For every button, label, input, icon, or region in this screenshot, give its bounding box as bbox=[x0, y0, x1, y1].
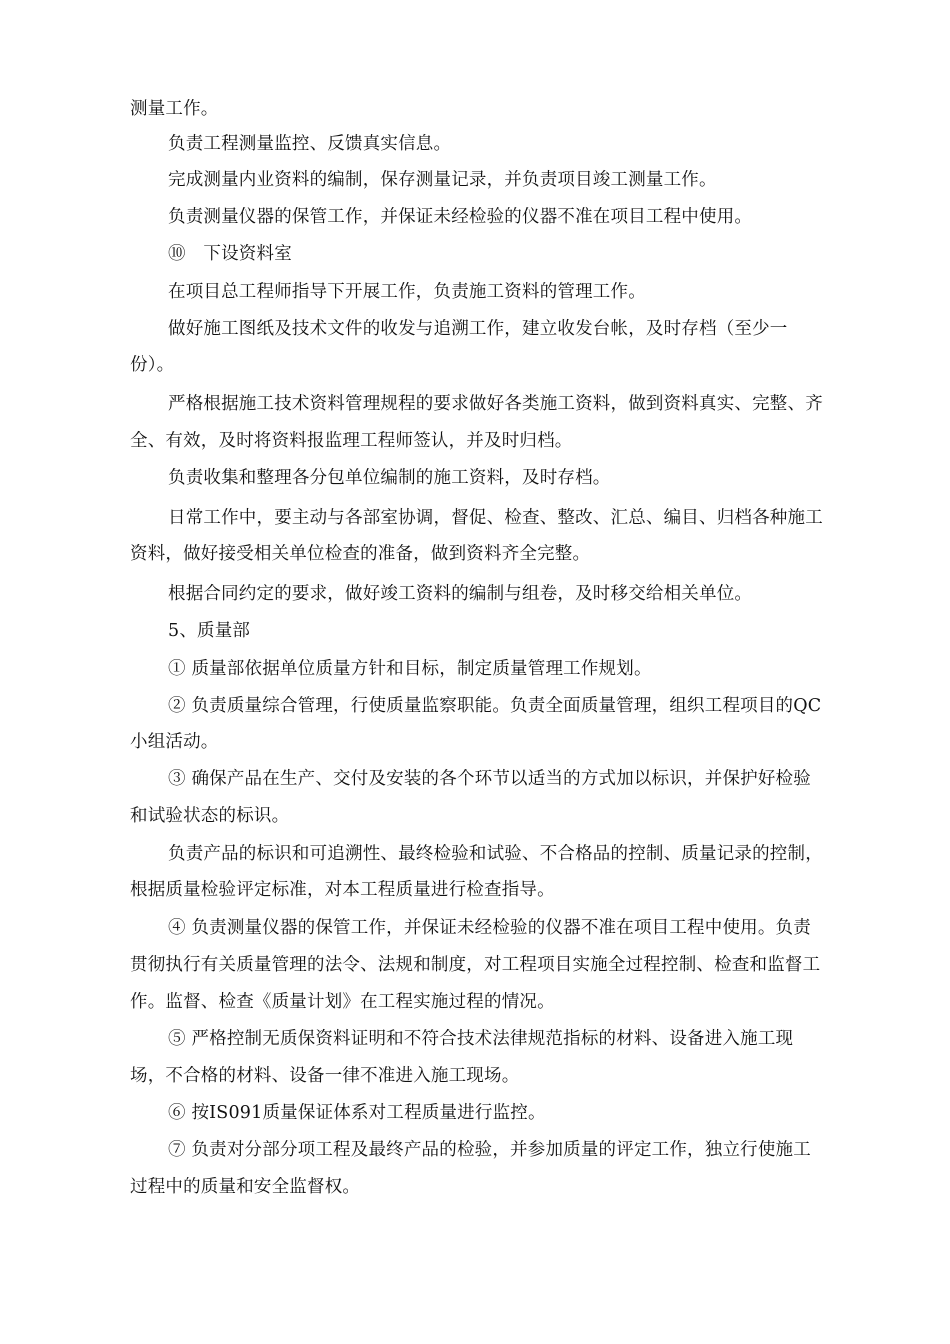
text-line: 负责收集和整理各分包单位编制的施工资料，及时存档。 bbox=[168, 468, 611, 488]
text-line: 日常工作中，要主动与各部室协调，督促、检查、整改、汇总、编目、归档各种施工 bbox=[168, 508, 823, 528]
text-line: 小组活动。 bbox=[130, 732, 219, 752]
text-line: 份）。 bbox=[130, 355, 175, 375]
text-line: 根据质量检验评定标准，对本工程质量进行检查指导。 bbox=[130, 880, 555, 900]
text-line: 场，不合格的材料、设备一律不准进入施工现场。 bbox=[130, 1066, 520, 1086]
text-line: 资料，做好接受相关单位检查的准备，做到资料齐全完整。 bbox=[130, 544, 591, 564]
text-line: 贯彻执行有关质量管理的法令、法规和制度，对工程项目实施全过程控制、检查和监督工 bbox=[130, 955, 821, 975]
text-line: 在项目总工程师指导下开展工作，负责施工资料的管理工作。 bbox=[168, 282, 646, 302]
text-line: 过程中的质量和安全监督权。 bbox=[130, 1177, 361, 1197]
text-line: ⑤ 严格控制无质保资料证明和不符合技术法律规范指标的材料、设备进入施工现 bbox=[168, 1029, 794, 1049]
text-line: 和试验状态的标识。 bbox=[130, 806, 290, 826]
text-line: ⑥ 按IS091质量保证体系对工程质量进行监控。 bbox=[168, 1103, 546, 1123]
text-line: ⑦ 负责对分部分项工程及最终产品的检验，并参加质量的评定工作，独立行使施工 bbox=[168, 1140, 811, 1160]
text-line: ② 负责质量综合管理，行使质量监察职能。负责全面质量管理，组织工程项目的QC bbox=[168, 696, 822, 716]
text-line: 作。监督、检查《质量计划》在工程实施过程的情况。 bbox=[130, 992, 555, 1012]
text-line: 负责工程测量监控、反馈真实信息。 bbox=[168, 134, 452, 154]
section-heading: ⑩ 下设资料室 bbox=[168, 244, 292, 264]
text-line: 测量工作。 bbox=[130, 99, 219, 119]
text-line: 负责产品的标识和可追溯性、最终检验和试验、不合格品的控制、质量记录的控制， bbox=[168, 844, 823, 864]
text-line: 全、有效，及时将资料报监理工程师签认，并及时归档。 bbox=[130, 431, 573, 451]
text-line: 根据合同约定的要求，做好竣工资料的编制与组卷，及时移交给相关单位。 bbox=[168, 584, 753, 604]
text-line: ④ 负责测量仪器的保管工作，并保证未经检验的仪器不准在项目工程中使用。负责 bbox=[168, 918, 811, 938]
text-line: 负责测量仪器的保管工作，并保证未经检验的仪器不准在项目工程中使用。 bbox=[168, 207, 753, 227]
text-line: 完成测量内业资料的编制，保存测量记录，并负责项目竣工测量工作。 bbox=[168, 170, 717, 190]
section-heading: 5、质量部 bbox=[168, 621, 251, 641]
text-line: ① 质量部依据单位质量方针和目标，制定质量管理工作规划。 bbox=[168, 659, 652, 679]
text-line: 做好施工图纸及技术文件的收发与追溯工作，建立收发台帐，及时存档（至少一 bbox=[168, 319, 788, 339]
text-line: ③ 确保产品在生产、交付及安装的各个环节以适当的方式加以标识，并保护好检验 bbox=[168, 769, 811, 789]
text-line: 严格根据施工技术资料管理规程的要求做好各类施工资料，做到资料真实、完整、齐 bbox=[168, 394, 823, 414]
